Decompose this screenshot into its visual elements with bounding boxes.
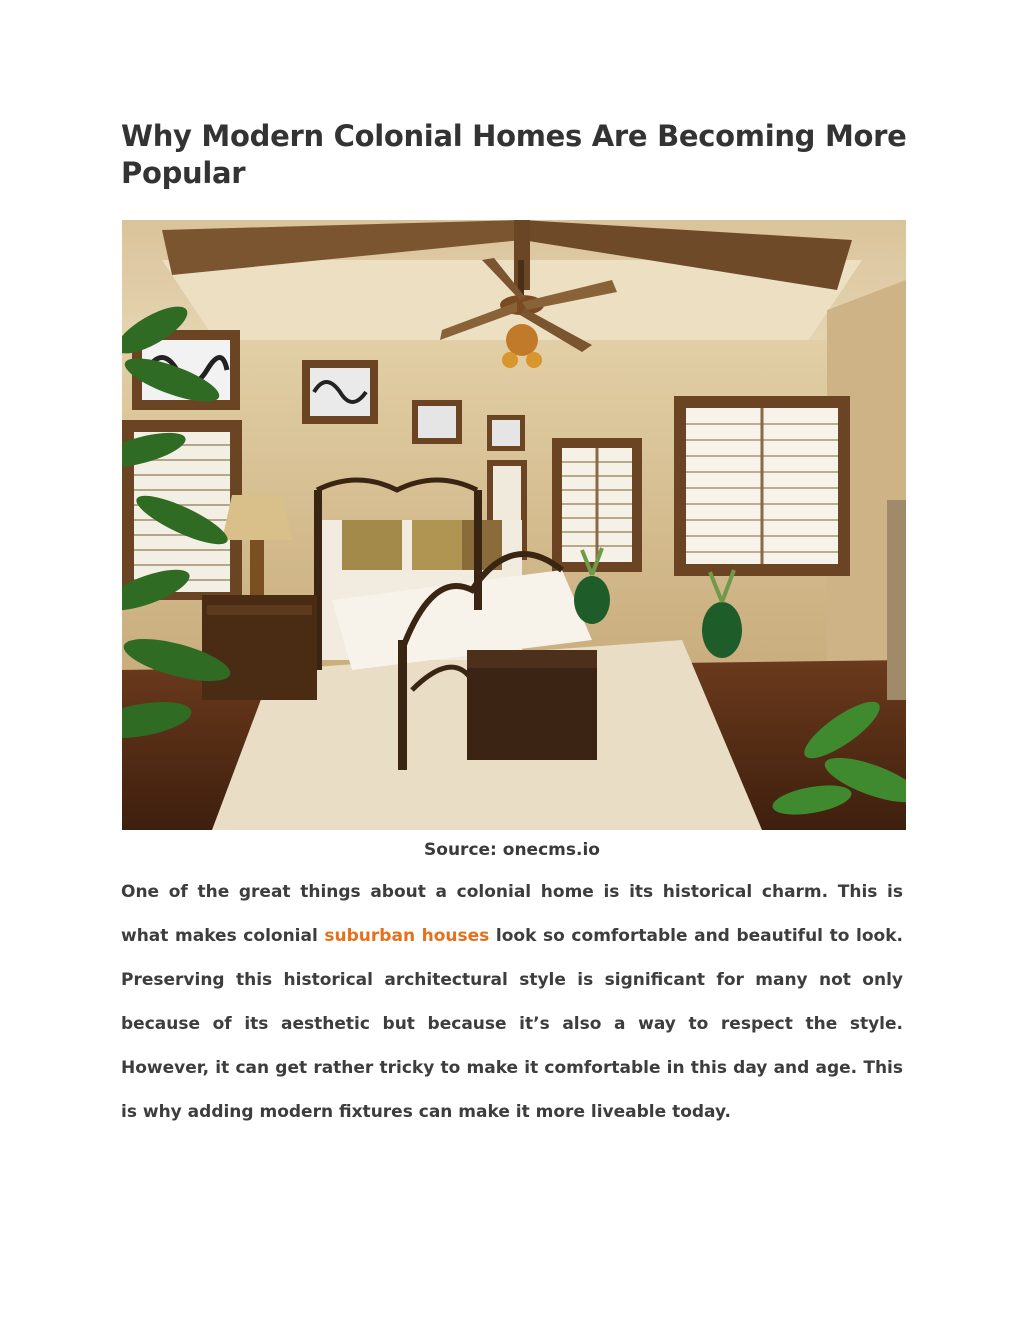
paragraph-text-after-link: look so comfortable and beautiful to look. Preserving this historical architectural style is significant for many not only because of its aesthetic but because it’s also a way to respect the style. However, it can get rather tricky to make it comfortable in this day and age. This is why adding modern fixtures can make it more liveable today. xyxy=(121,926,903,1122)
image-caption: Source: onecms.io xyxy=(424,840,600,860)
article-paragraph xyxy=(121,870,903,1134)
bedroom-photo xyxy=(122,220,906,830)
paragraph-text-before-link: One of the great things about a colonial home is its historical charm. This is what makes colonial xyxy=(121,882,903,946)
page-title: Why Modern Colonial Homes Are Becoming More Popular xyxy=(121,119,907,190)
suburban-houses-link[interactable]: suburban houses xyxy=(324,926,490,946)
